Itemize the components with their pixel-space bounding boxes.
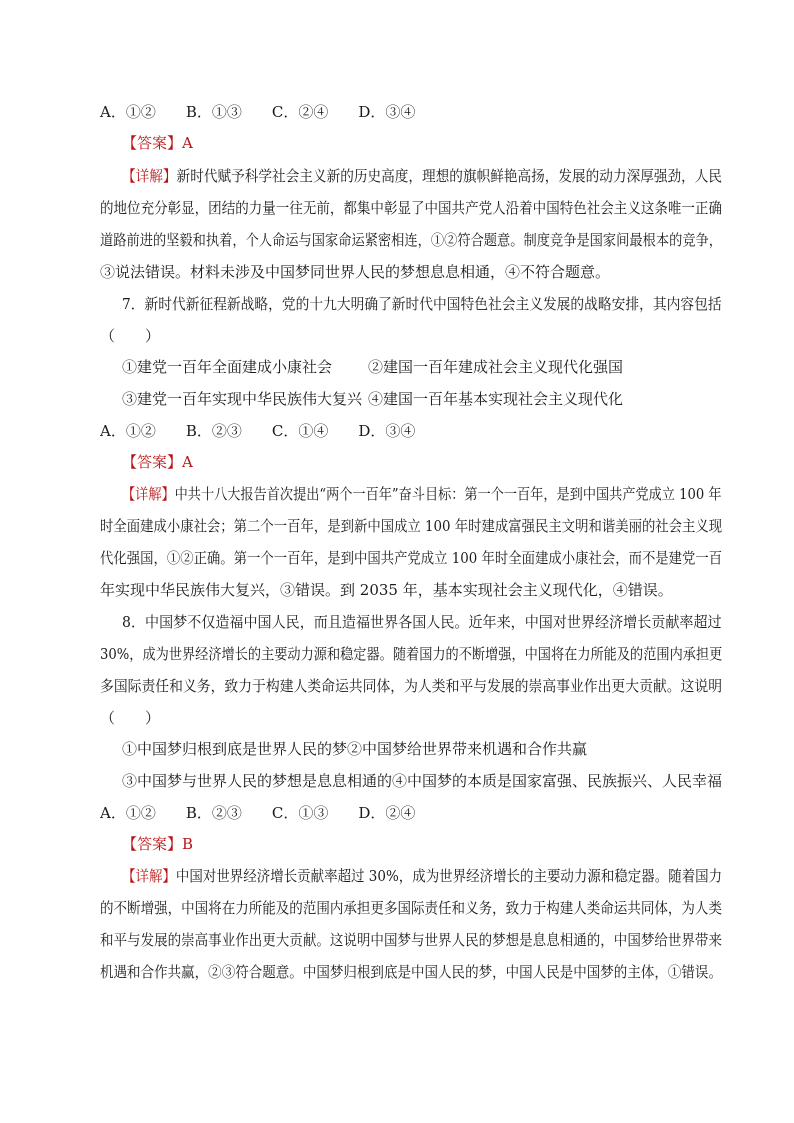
- answer-tag: 【答案】: [122, 134, 183, 152]
- q7-choice-3: ③建党一百年实现中华民族伟大复兴: [122, 390, 363, 408]
- q6-detail-line-1: [122, 165, 722, 187]
- q8-stem-line-1: 8．中国梦不仅造福中国人民，而且造福世界各国人民。近年来，中国对世界经济增长贡献率超过: [122, 613, 722, 631]
- q8-stem-line-4: （ ）: [100, 709, 161, 727]
- q7-stem-line-2: （ ）: [100, 327, 161, 345]
- answer-value: A: [182, 134, 193, 152]
- q7-detail-line-3: 代化强国，①②正确。第一个一百年，是到中国共产党成立 100 年时全面建成小康社会，而不是建党一百: [100, 549, 723, 567]
- detail-text: 中共十八大报告首次提出“两个一百年”奋斗目标：第一个一百年，是到中国共产党成立 100 年: [174, 485, 722, 503]
- q8-choice-line-2: ③中国梦与世界人民的梦想是息息相通的④中国梦的本质是国家富强、民族振兴、人民幸福: [122, 772, 723, 790]
- answer-value: A: [182, 453, 193, 471]
- q6-detail-line-3: 道路前进的坚毅和执着，个人命运与国家命运紧密相连，①②符合题意。制度竞争是国家间最根本的竞争，: [100, 231, 723, 249]
- q7-options: A．①② B．②③ C．①④ D．③④: [100, 422, 416, 440]
- detail-text: 中国对世界经济增长贡献率超过 30%，成为世界经济增长的主要动力源和稳定器。随着国力: [175, 867, 723, 885]
- q8-stem-line-2: 30%，成为世界经济增长的主要动力源和稳定器。随着国力的不断增强，中国将在力所能及的范围内承担更: [100, 645, 723, 663]
- q7-choice-2: ②建国一百年建成社会主义现代化强国: [368, 358, 624, 376]
- detail-text: 新时代赋予科学社会主义新的历史高度，理想的旗帜鲜艳高扬，发展的动力深厚强劲，人民: [176, 167, 723, 185]
- answer-tag: 【答案】: [122, 453, 183, 471]
- q8-options: A．①② B．②③ C．①③ D．②④: [100, 804, 416, 822]
- q8-choice-line-1: ①中国梦归根到底是世界人民的梦②中国梦给世界带来机遇和合作共赢: [122, 740, 588, 758]
- q7-answer: [122, 451, 193, 473]
- q8-detail-line-1: [122, 865, 722, 887]
- q7-detail-line-2: 时全面建成小康社会；第二个一百年，是到新中国成立 100 年时建成富强民主文明和谐美丽的社会主义现: [100, 517, 723, 535]
- q7-detail-line-1: [122, 483, 722, 505]
- q6-detail-line-4: ③说法错误。材料未涉及中国梦同世界人民的梦想息息相通，④不符合题意。: [100, 263, 611, 281]
- q8-answer: [122, 833, 193, 855]
- answer-tag: 【答案】: [122, 835, 183, 853]
- q7-choice-4: ④建国一百年基本实现社会主义现代化: [368, 390, 624, 408]
- q8-stem-line-3: 多国际责任和义务，致力于构建人类命运共同体，为人类和平与发展的崇高事业作出更大贡献。这说明: [100, 677, 723, 695]
- answer-value: B: [182, 835, 194, 853]
- detail-tag: 【详解】: [122, 485, 175, 503]
- detail-tag: 【详解】: [122, 867, 176, 885]
- q8-detail-line-3: 和平与发展的崇高事业作出更大贡献。这说明中国梦与世界人民的梦想是息息相通的，中国梦给世界带来: [100, 931, 722, 949]
- q6-options: A．①② B．①③ C．②④ D．③④: [100, 103, 416, 121]
- q6-answer: [122, 132, 193, 154]
- q6-detail-line-2: 的地位充分彰显，团结的力量一往无前，都集中彰显了中国共产党人沿着中国特色社会主义这条唯一正确: [100, 199, 722, 217]
- q8-detail-line-4: 机遇和合作共赢，②③符合题意。中国梦归根到底是中国人民的梦，中国人民是中国梦的主体，①错误。: [100, 963, 722, 981]
- q7-detail-line-4: 年实现中华民族伟大复兴，③错误。到 2035 年，基本实现社会主义现代化，④错误。: [100, 581, 673, 599]
- q8-detail-line-2: 的不断增强，中国将在力所能及的范围内承担更多国际责任和义务，致力于构建人类命运共同体，为人类: [100, 899, 722, 917]
- detail-tag: 【详解】: [122, 167, 177, 185]
- q7-stem-line-1: 7．新时代新征程新战略，党的十九大明确了新时代中国特色社会主义发展的战略安排，其内容包括: [122, 295, 722, 313]
- q7-choice-1: ①建党一百年全面建成小康社会: [122, 358, 333, 376]
